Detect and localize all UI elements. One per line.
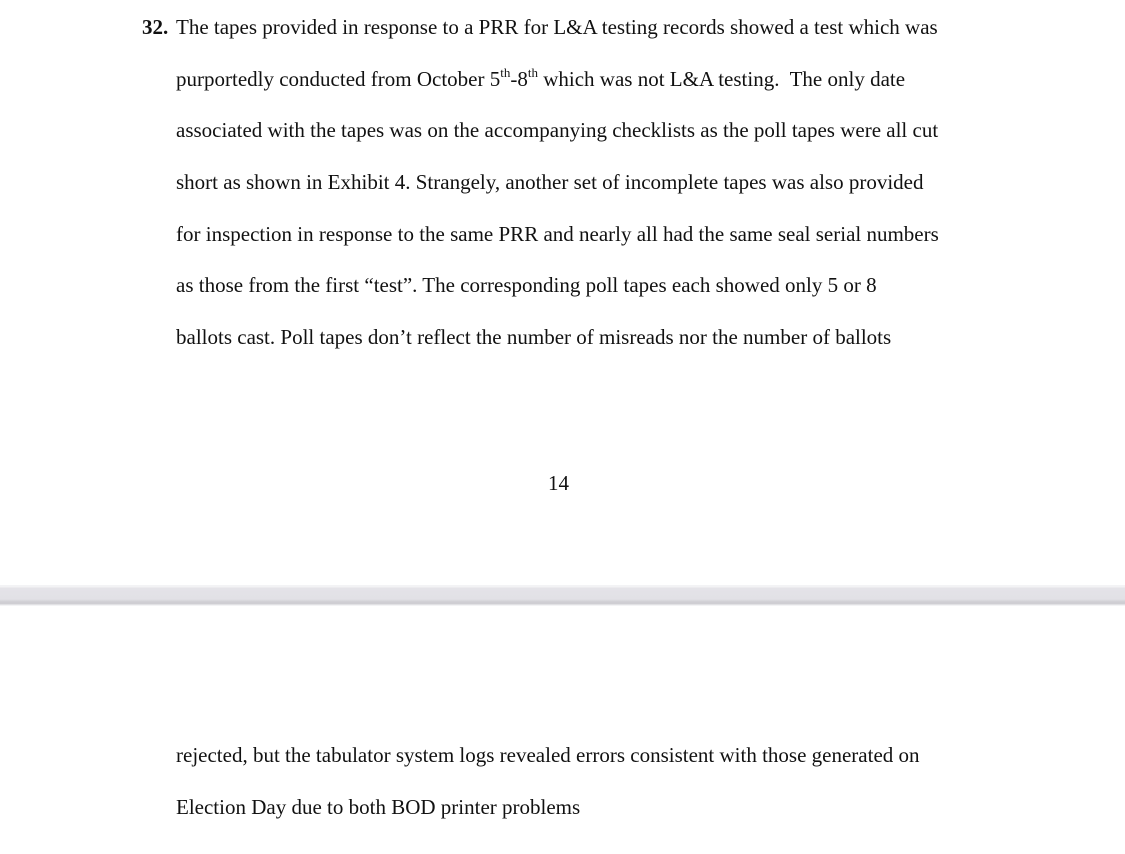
text-line: rejected, but the tabulator system logs revealed errors consistent with those generated on xyxy=(176,743,920,767)
text-segment: purportedly conducted from October 5 xyxy=(176,67,501,91)
superscript: th xyxy=(527,65,538,80)
paragraph-number: 32. xyxy=(142,15,169,39)
text-line: as those from the first “test”. The corresponding poll tapes each showed only 5 or 8 xyxy=(176,273,877,297)
text-line: ballots cast. Poll tapes don’t reflect the number of misreads nor the number of ballots xyxy=(176,325,892,349)
text-segment: -8 xyxy=(510,67,528,91)
superscript: th xyxy=(500,65,511,80)
text-line: Election Day due to both BOD printer problems xyxy=(176,795,581,819)
page-number: 14 xyxy=(548,471,569,495)
text-line: for inspection in response to the same PRR and nearly all had the same seal serial numbers xyxy=(176,222,939,246)
text-line: short as shown in Exhibit 4. Strangely, another set of incomplete tapes was also provided xyxy=(176,170,924,194)
page-separator xyxy=(0,585,1125,606)
text-line: The tapes provided in response to a PRR for L&A testing records showed a test which was xyxy=(176,15,938,39)
text-line xyxy=(176,67,905,91)
text-segment: which was not L&A testing. The only date xyxy=(537,67,906,91)
text-line: associated with the tapes was on the accompanying checklists as the poll tapes were all cut xyxy=(176,118,939,142)
